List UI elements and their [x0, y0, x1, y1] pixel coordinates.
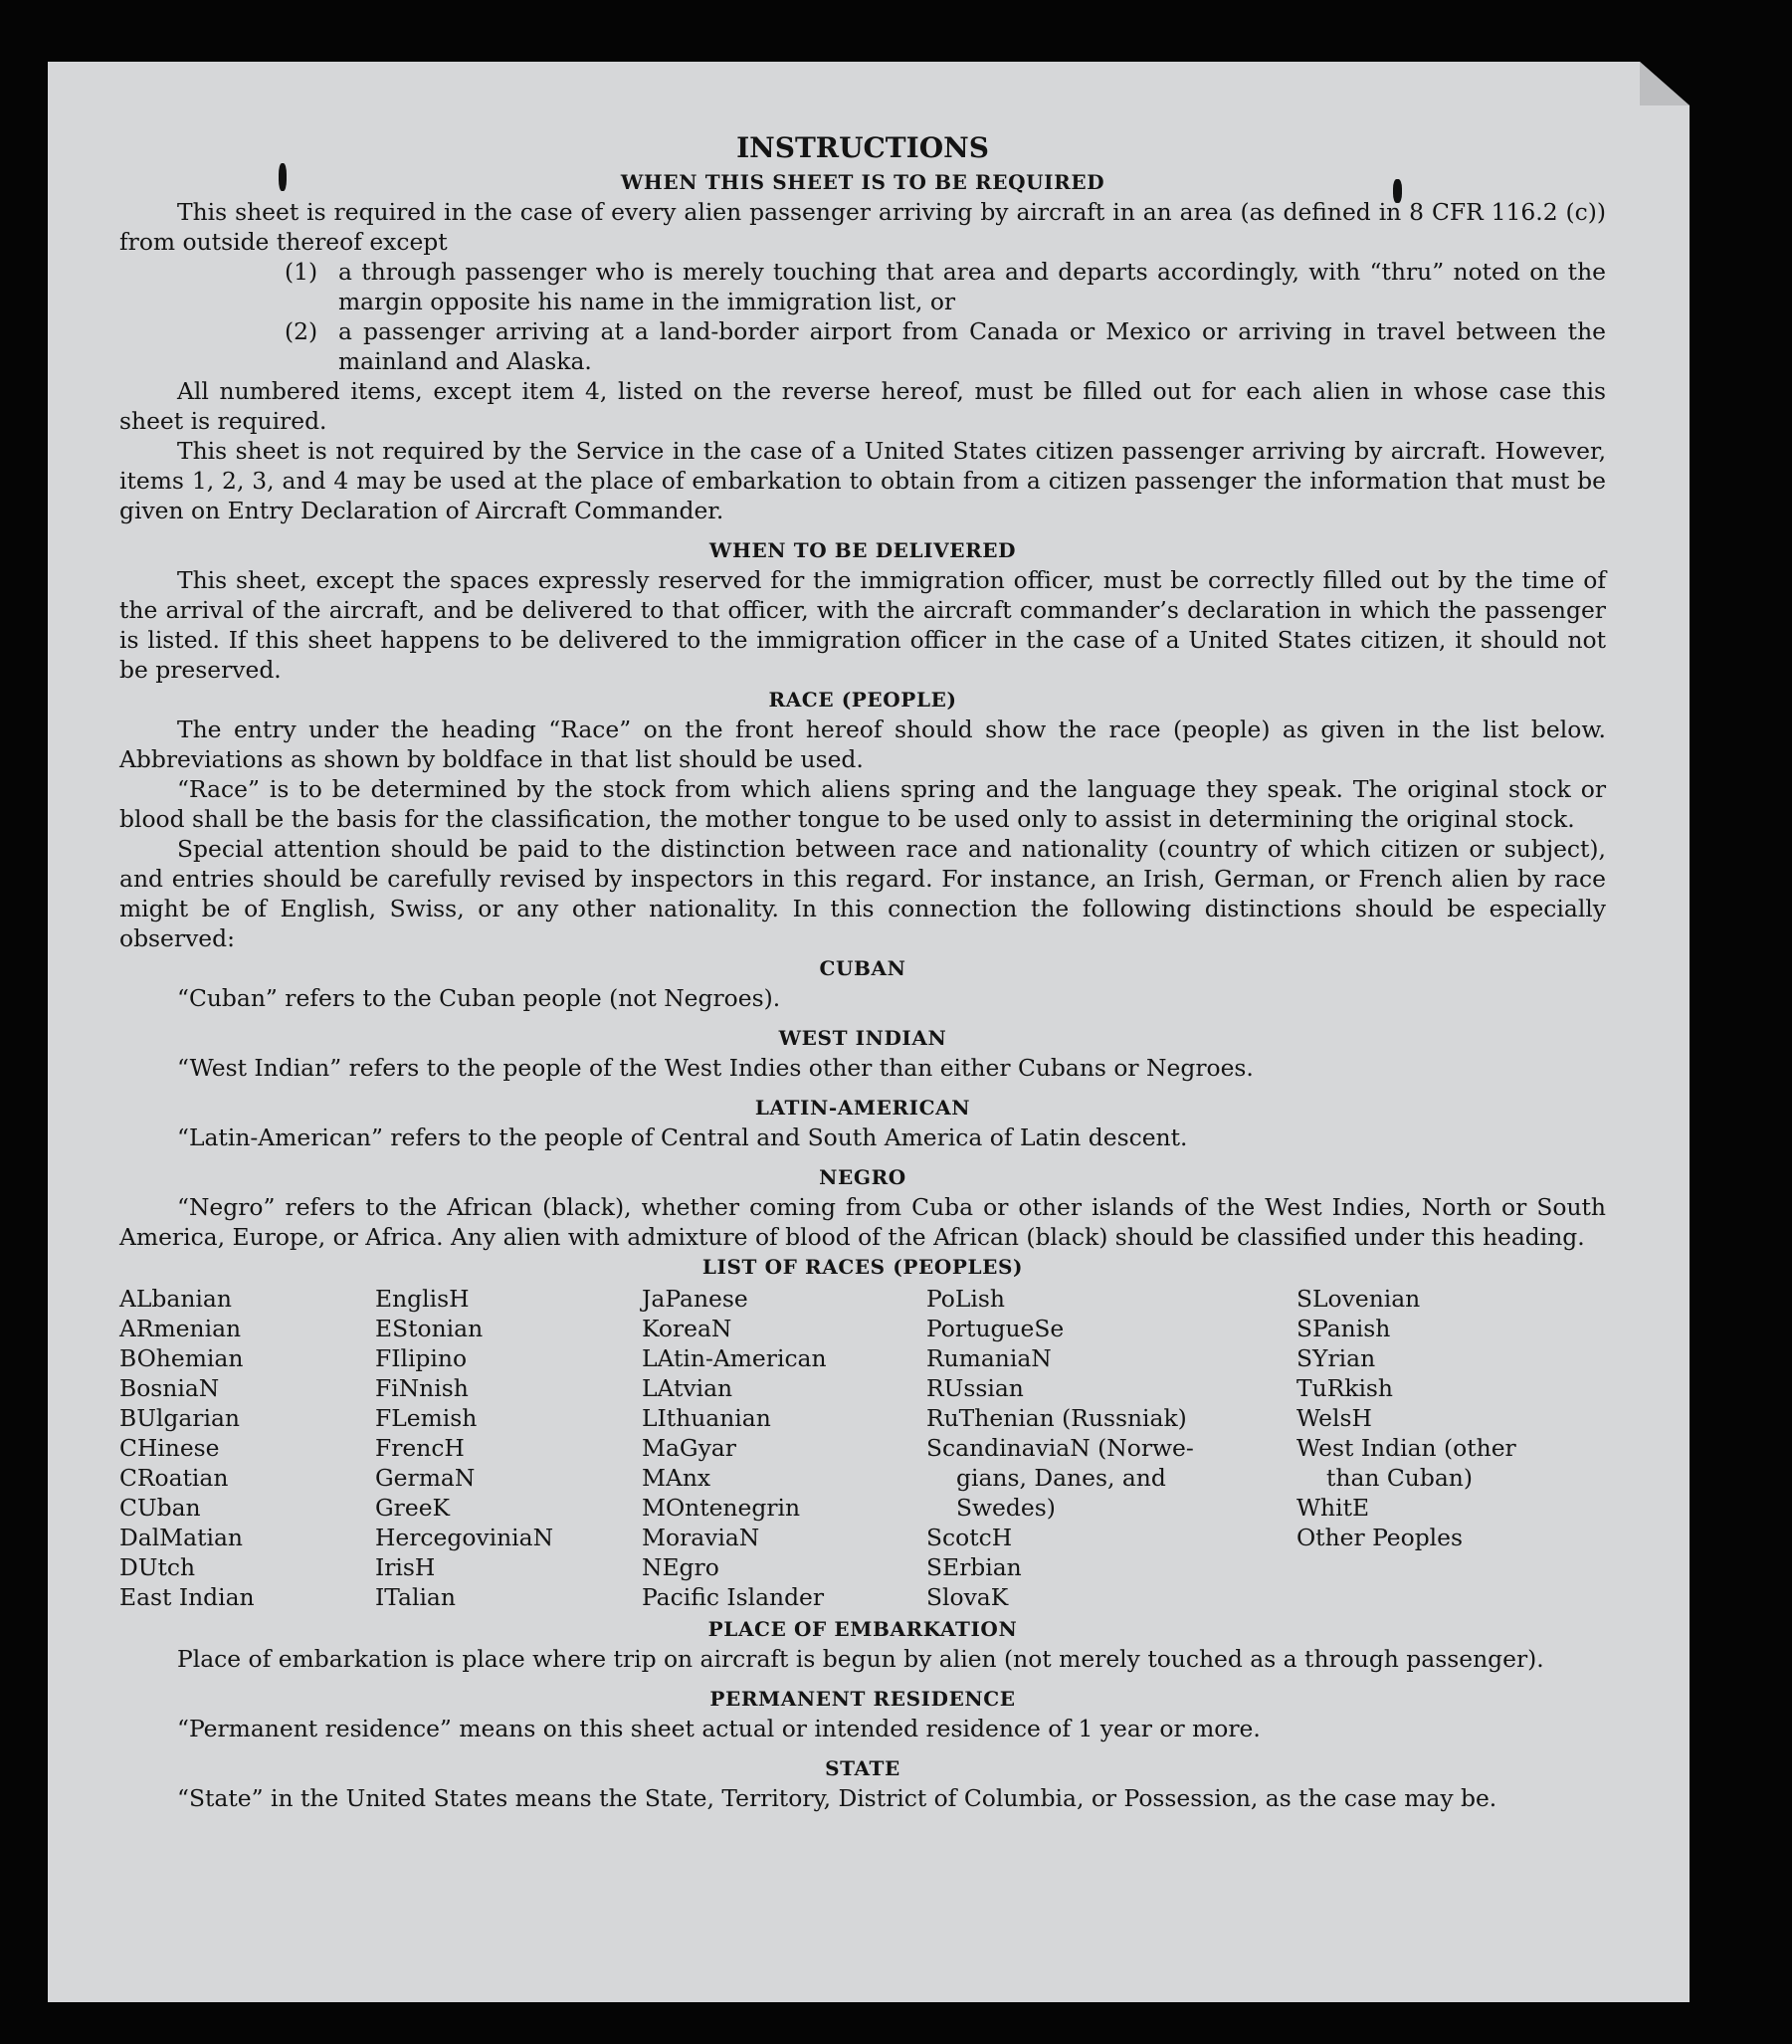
race-entry: MaGyar	[642, 1434, 736, 1462]
race-entry: RumaniaN	[926, 1344, 1052, 1372]
race-entry: GreeK	[375, 1494, 451, 1522]
race-entry: SPanish	[1296, 1315, 1391, 1342]
races-column-1	[119, 1284, 375, 1612]
exception-item-2	[285, 316, 1606, 376]
exception-item-1	[285, 257, 1606, 316]
races-column-3	[642, 1284, 926, 1612]
folded-corner	[1640, 62, 1690, 105]
race-entry: LAtvian	[642, 1374, 733, 1402]
race-entry: IrisH	[375, 1553, 436, 1581]
race-entry: PoLish	[926, 1285, 1005, 1313]
race-entry: DalMatian	[119, 1524, 243, 1551]
race-entry: JaPanese	[642, 1285, 748, 1313]
race-entry: EnglisH	[375, 1285, 470, 1313]
races-column-2	[375, 1284, 642, 1612]
race-entry: FIlipino	[375, 1344, 468, 1372]
race-entry: RuThenian (Russniak)	[926, 1404, 1187, 1432]
race-entry: FiNnish	[375, 1374, 469, 1402]
race-entry: SLovenian	[1296, 1285, 1421, 1313]
exception-number: (2)	[285, 317, 318, 345]
paragraph-latin-american: “Latin-American” refers to the people of Central and South America of Latin descent.	[177, 1124, 1188, 1151]
race-entry: TuRkish	[1296, 1374, 1394, 1402]
heading-when-delivered: WHEN TO BE DELIVERED	[708, 538, 1017, 562]
paragraph-negro: “Negro” refers to the African (black), whether coming from Cuba or other islands of the West Indies, North or South America, Europe, or Africa. Any alien with admixture of blood of the African (black) should be classified under this heading.	[119, 1193, 1606, 1251]
races-column-4	[926, 1284, 1296, 1612]
races-list	[119, 1284, 1606, 1612]
race-entry: LAtin-American	[642, 1344, 827, 1372]
race-entry: Pacific Islander	[642, 1583, 825, 1611]
heading-cuban: CUBAN	[819, 956, 906, 980]
heading-state: STATE	[825, 1756, 900, 1780]
races-column-5	[1296, 1284, 1555, 1612]
race-entry: ScotcH	[926, 1524, 1013, 1551]
race-entry: FrencH	[375, 1434, 465, 1462]
heading-list-of-races: LIST OF RACES (PEOPLES)	[701, 1255, 1024, 1279]
race-entry: CUban	[119, 1494, 201, 1522]
paragraph-numbered-items: All numbered items, except item 4, listed on the reverse hereof, must be filled out for each alien in whose case this sheet is required.	[119, 377, 1606, 435]
race-entry: CRoatian	[119, 1464, 229, 1492]
paragraph-state: “State” in the United States means the State, Territory, District of Columbia, or Possession, as the case may be.	[177, 1784, 1497, 1812]
race-entry: HercegoviniaN	[375, 1524, 554, 1551]
paragraph-residence: “Permanent residence” means on this sheet actual or intended residence of 1 year or more.	[177, 1715, 1261, 1742]
race-entry: ALbanian	[119, 1285, 232, 1313]
paragraph-required-intro: This sheet is required in the case of every alien passenger arriving by aircraft in an area (as defined in 8 CFR 116.2 (c)) from outside thereof except	[119, 198, 1606, 256]
race-entry: PortugueSe	[926, 1315, 1065, 1342]
paragraph-embarkation: Place of embarkation is place where trip on aircraft is begun by alien (not merely touched as a through passenger).	[177, 1645, 1544, 1673]
race-entry-continued: than Cuban)	[1326, 1464, 1473, 1492]
race-entry: Other Peoples	[1296, 1524, 1464, 1551]
heading-place-of-embarkation: PLACE OF EMBARKATION	[707, 1617, 1018, 1641]
race-entry: DUtch	[119, 1553, 196, 1581]
paragraph-race-entry: The entry under the heading “Race” on the front hereof should show the race (people) as given in the list below. Abbreviations as shown by boldface in that list should be used.	[119, 715, 1606, 773]
race-entry: BOhemian	[119, 1344, 244, 1372]
race-entry: MAnx	[642, 1464, 711, 1492]
exception-number: (1)	[285, 258, 318, 286]
race-entry: MOntenegrin	[642, 1494, 801, 1522]
race-entry: SYrian	[1296, 1344, 1376, 1372]
heading-permanent-residence: PERMANENT RESIDENCE	[709, 1687, 1016, 1711]
heading-latin-american: LATIN-AMERICAN	[754, 1096, 971, 1120]
heading-race: RACE (PEOPLE)	[768, 688, 957, 712]
paragraph-citizen-passenger: This sheet is not required by the Service in the case of a United States citizen passenger arriving by aircraft. However, items 1, 2, 3, and 4 may be used at the place of embarkation to obtain from a citizen passenger the information that must be given on Entry Declaration of Aircraft Commander.	[119, 437, 1606, 524]
race-entry: BosniaN	[119, 1374, 220, 1402]
race-entry: WhitE	[1296, 1494, 1370, 1522]
race-entry: WelsH	[1296, 1404, 1372, 1432]
race-entry: BUlgarian	[119, 1404, 240, 1432]
paragraph-delivered: This sheet, except the spaces expressly reserved for the immigration officer, must be correctly filled out by the time of the arrival of the aircraft, and be delivered to that officer, with the aircraft commander’s declaration in which the passenger is listed. If this sheet happens to be delivered to the immigration officer in the case of a United States citizen, it should not be preserved.	[119, 566, 1606, 684]
race-entry: SErbian	[926, 1553, 1022, 1581]
race-entry: GermaN	[375, 1464, 476, 1492]
race-entry: ARmenian	[119, 1315, 242, 1342]
race-entry: FLemish	[375, 1404, 478, 1432]
race-entry: KoreaN	[642, 1315, 732, 1342]
paragraph-cuban: “Cuban” refers to the Cuban people (not Negroes).	[177, 984, 781, 1012]
race-entry: MoraviaN	[642, 1524, 760, 1551]
race-entry: EStonian	[375, 1315, 484, 1342]
paragraph-west-indian: “West Indian” refers to the people of the West Indies other than either Cubans or Negroes.	[177, 1054, 1254, 1082]
race-entry-continued: gians, Danes, and	[956, 1464, 1166, 1492]
page-title: INSTRUCTIONS	[736, 131, 989, 164]
race-entry-continued: Swedes)	[956, 1494, 1056, 1522]
race-entry: NEgro	[642, 1553, 719, 1581]
race-entry: West Indian (other	[1296, 1434, 1516, 1462]
exception-text: a through passenger who is merely touching that area and departs accordingly, with “thru” noted on the margin opposite his name in the immigration list, or	[338, 258, 1606, 315]
instructions-content	[119, 131, 1606, 1813]
race-entry: LIthuanian	[642, 1404, 771, 1432]
paragraph-race-nationality: Special attention should be paid to the distinction between race and nationality (country of which citizen or subject), and entries should be carefully revised by inspectors in this regard. For instance, an Irish, German, or French alien by race might be of English, Swiss, or any other nationality. In this connection the following distinctions should be especially observed:	[119, 835, 1606, 952]
heading-west-indian: WEST INDIAN	[778, 1026, 947, 1050]
exception-text: a passenger arriving at a land-border airport from Canada or Mexico or arriving in travel between the mainland and Alaska.	[338, 317, 1606, 375]
race-entry: East Indian	[119, 1583, 255, 1611]
heading-negro: NEGRO	[819, 1165, 906, 1189]
heading-when-required: WHEN THIS SHEET IS TO BE REQUIRED	[620, 170, 1105, 194]
race-entry: RUssian	[926, 1374, 1024, 1402]
paragraph-race-stock: “Race” is to be determined by the stock from which aliens spring and the language they speak. The original stock or blood shall be the basis for the classification, the mother tongue to be used only to assist in determining the original stock.	[119, 775, 1606, 833]
race-entry: ScandinaviaN (Norwe-	[926, 1434, 1194, 1462]
race-entry: SlovaK	[926, 1583, 1009, 1611]
race-entry: CHinese	[119, 1434, 220, 1462]
race-entry: ITalian	[375, 1583, 456, 1611]
